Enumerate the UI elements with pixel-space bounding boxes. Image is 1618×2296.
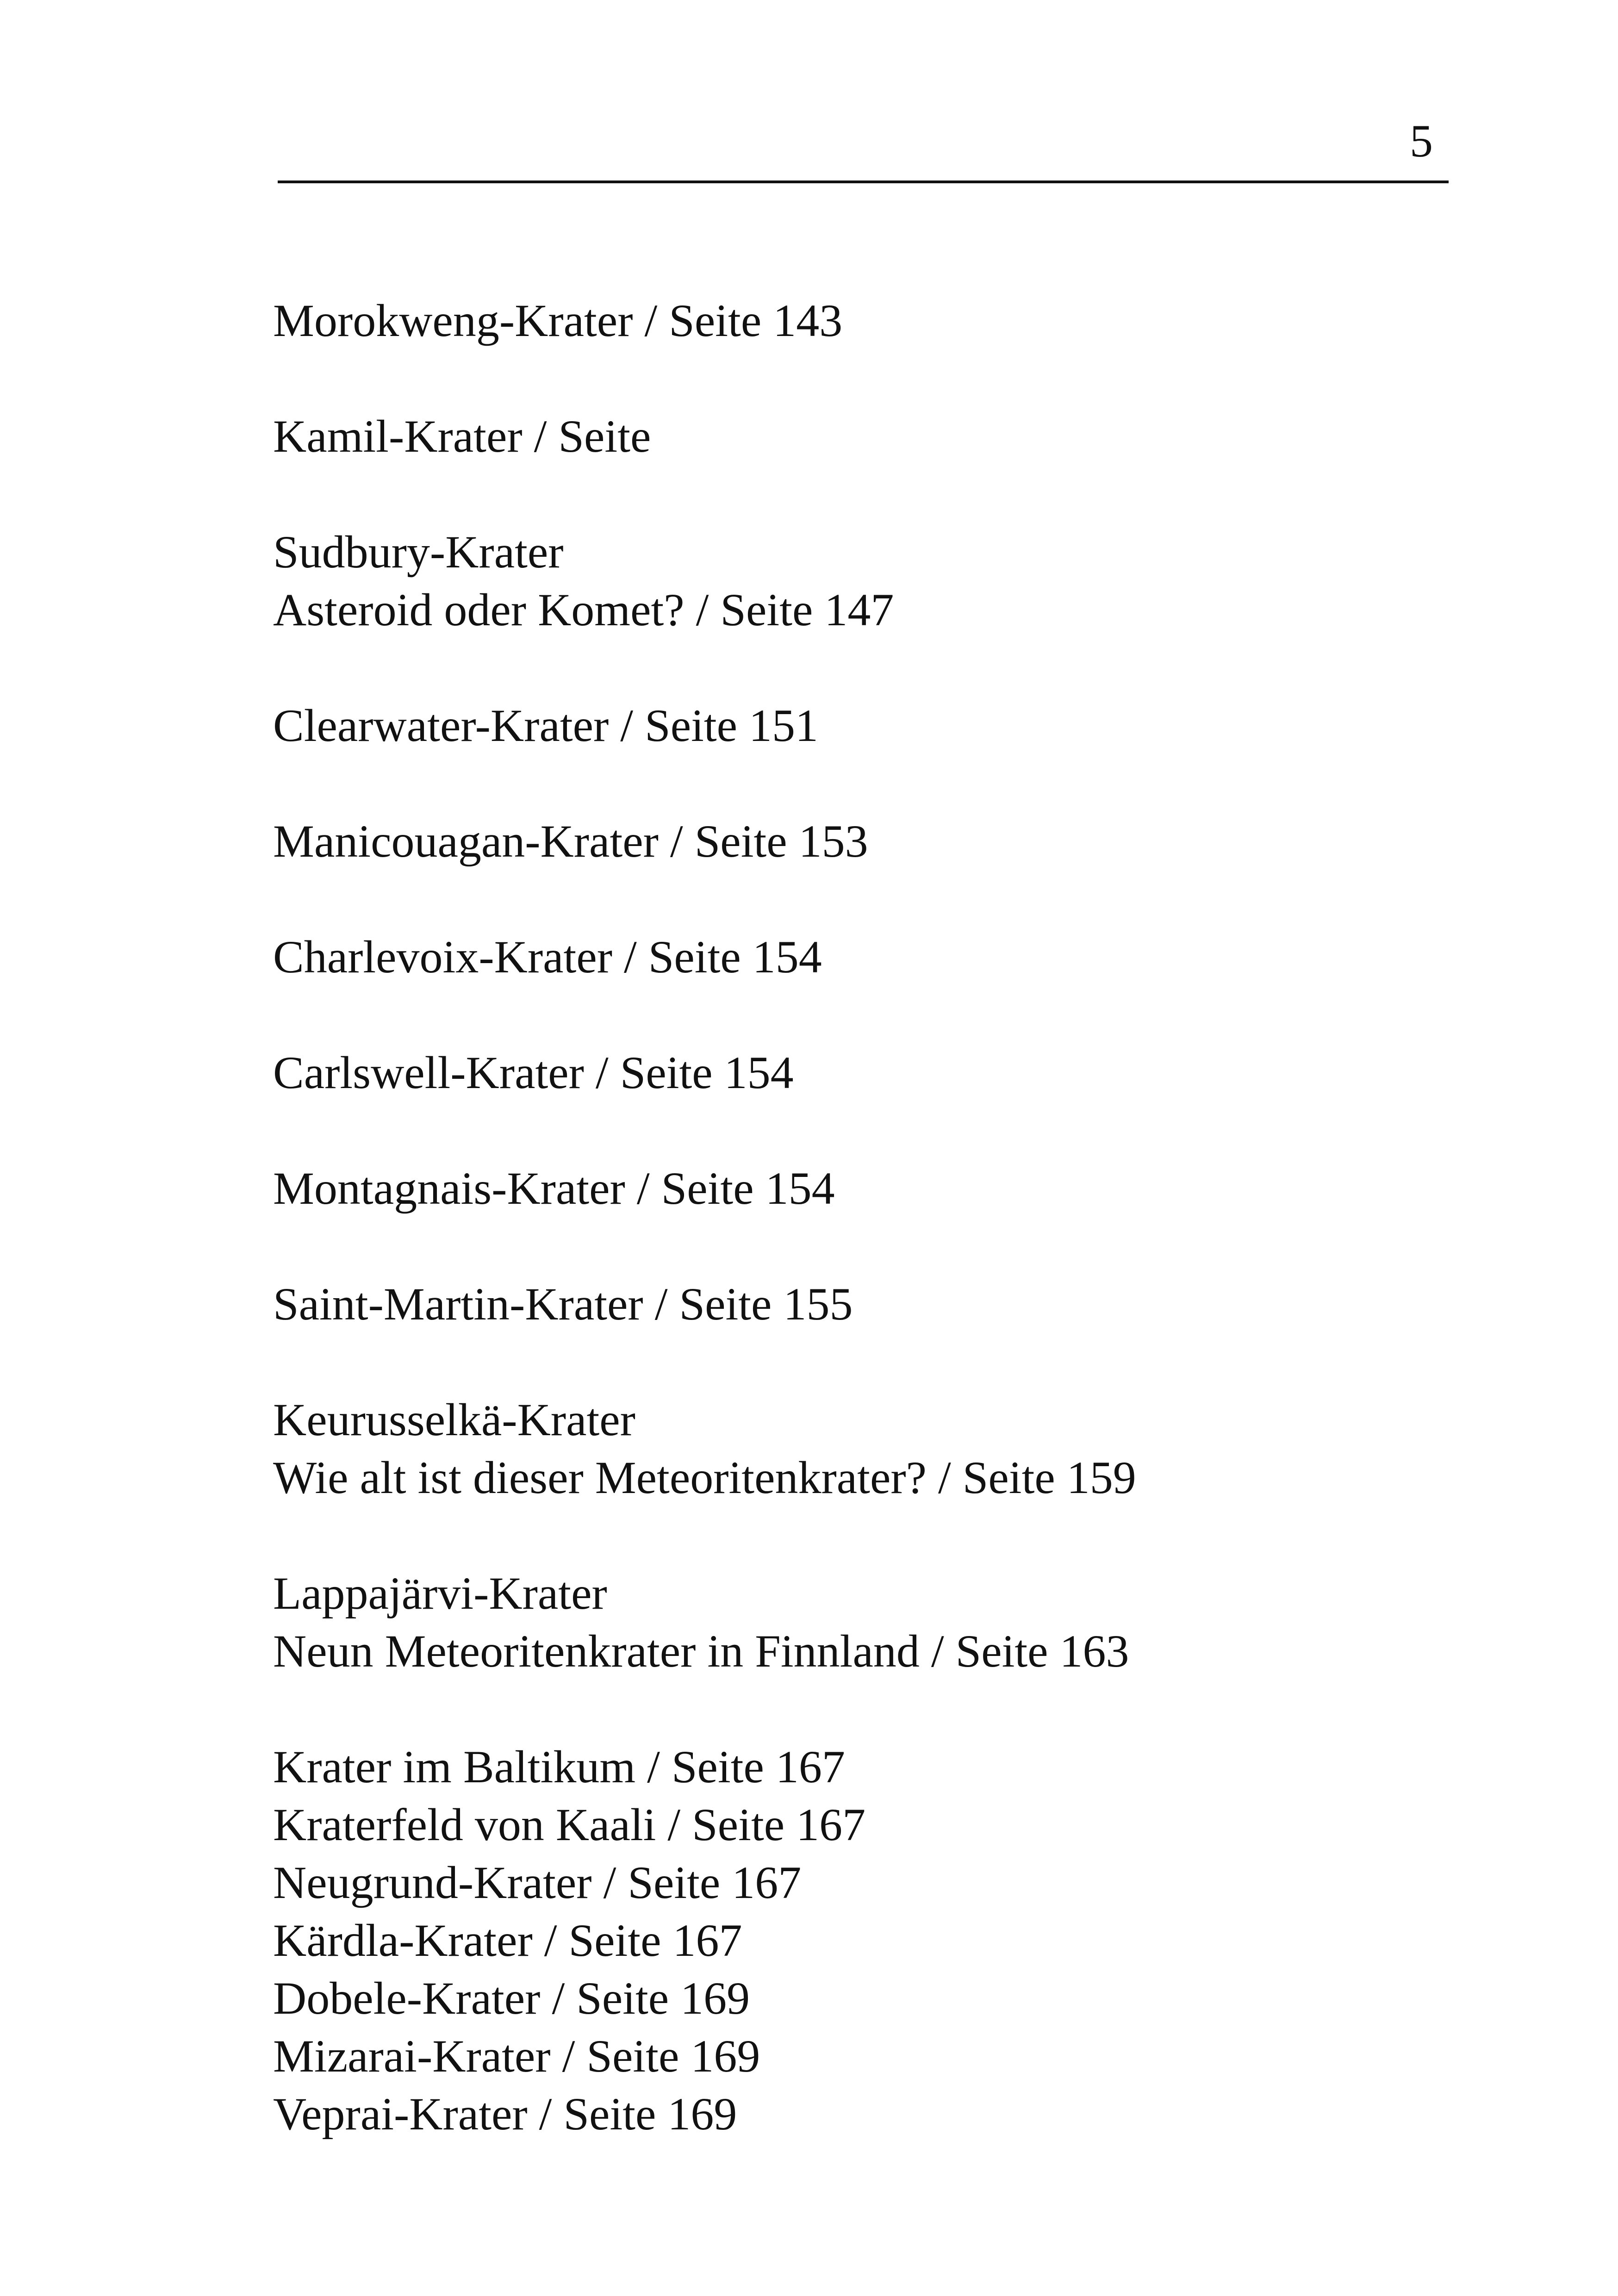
toc-entry-kamil [273, 407, 1476, 465]
toc-entry-lappajarvi [273, 1564, 1476, 1680]
toc-entry-charlevoix [273, 928, 1476, 986]
toc-line: Mizarai-Krater / Seite 169 [273, 2030, 760, 2082]
toc-line: Veprai-Krater / Seite 169 [273, 2088, 737, 2140]
toc-line: Clearwater-Krater / Seite 151 [273, 700, 819, 751]
toc-line: Kraterfeld von Kaali / Seite 167 [273, 1799, 866, 1850]
toc-entry-sudbury [273, 523, 1476, 639]
toc-line: Kärdla-Krater / Seite 167 [273, 1915, 742, 1966]
toc-line: Kamil-Krater / Seite [273, 411, 651, 462]
toc-line: Manicouagan-Krater / Seite 153 [273, 815, 868, 867]
toc-line: Wie alt ist dieser Meteoritenkrater? / Seite 159 [273, 1452, 1136, 1503]
toc-entry-carlswell [273, 1044, 1476, 1101]
toc-entry-baltikum [273, 1738, 1476, 2143]
toc-line: Charlevoix-Krater / Seite 154 [273, 931, 822, 983]
toc-line: Dobele-Krater / Seite 169 [273, 1972, 750, 2024]
toc-line: Neun Meteoritenkrater in Finnland / Seite 163 [273, 1625, 1129, 1677]
toc-line: Saint-Martin-Krater / Seite 155 [273, 1278, 853, 1330]
toc-entry-clearwater [273, 697, 1476, 754]
toc-entry-saint-martin [273, 1275, 1476, 1333]
toc-line: Lappajärvi-Krater [273, 1568, 607, 1619]
toc-entry-montagnais [273, 1159, 1476, 1217]
toc-line: Neugrund-Krater / Seite 167 [273, 1857, 802, 1908]
header-rule [278, 180, 1449, 183]
toc-line: Montagnais-Krater / Seite 154 [273, 1163, 835, 1214]
toc-line: Sudbury-Krater [273, 526, 564, 578]
toc-line: Morokweng-Krater / Seite 143 [273, 295, 843, 346]
toc-entry-keurusselka [273, 1391, 1476, 1506]
page-number: 5 [1410, 115, 1433, 167]
toc-entry-morokweng [273, 292, 1476, 349]
toc-line: Asteroid oder Komet? / Seite 147 [273, 584, 894, 635]
table-of-contents [273, 292, 1476, 2201]
toc-line: Carlswell-Krater / Seite 154 [273, 1047, 794, 1098]
toc-entry-manicouagan [273, 812, 1476, 870]
toc-line: Keurusselkä-Krater [273, 1394, 635, 1445]
toc-line: Krater im Baltikum / Seite 167 [273, 1741, 845, 1792]
